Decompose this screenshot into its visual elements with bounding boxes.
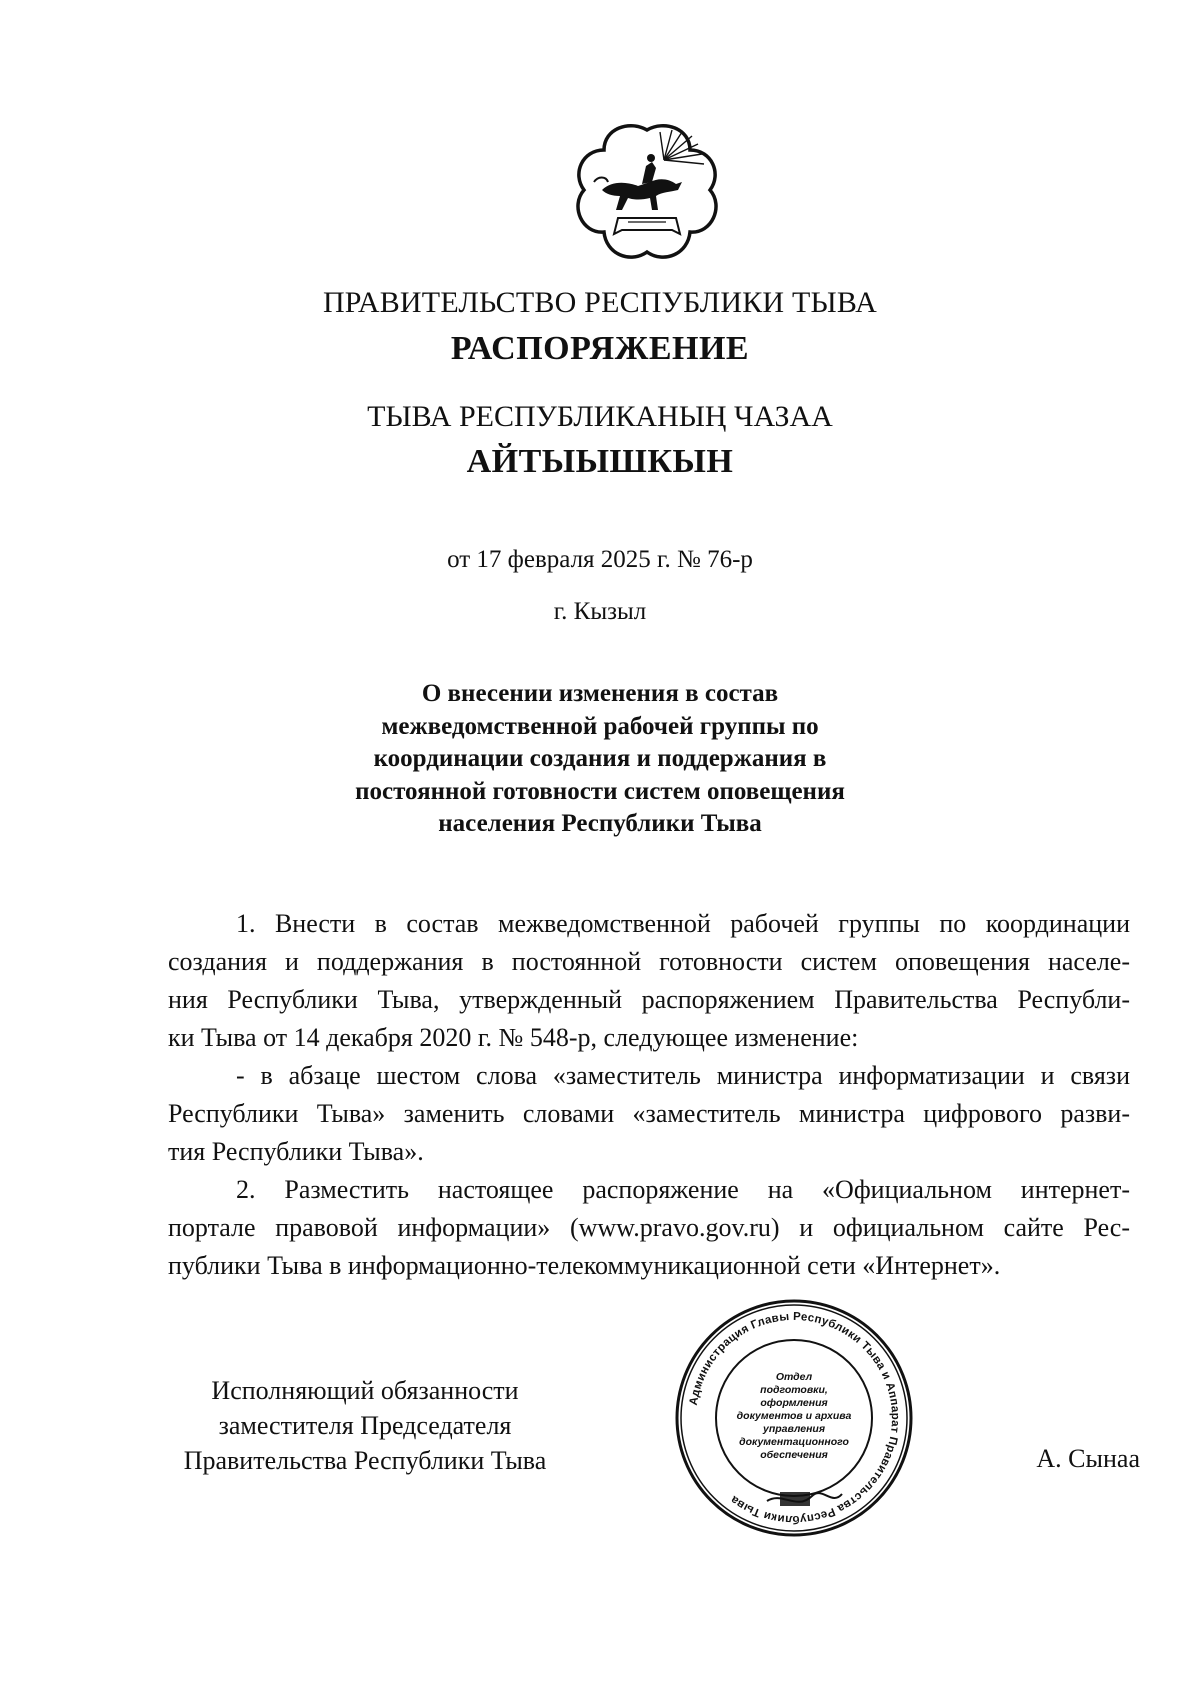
official-stamp xyxy=(672,1296,916,1540)
title-line: межведомственной рабочей группы по xyxy=(381,712,819,740)
government-title-ru: ПРАВИТЕЛЬСТВО РЕСПУБЛИКИ ТЫВА xyxy=(322,286,878,319)
stamp-inner-line: оформления xyxy=(760,1397,828,1409)
stamp-inner-line: документационного xyxy=(739,1436,849,1448)
title-line: населения Республики Тыва xyxy=(438,810,762,837)
body-line: ки Тыва от 14 декабря 2020 г. № 548-р, следующее изменение: xyxy=(168,1023,859,1052)
body-line: публики Тыва в информационно-телекоммуникационной сети «Интернет». xyxy=(168,1251,1001,1280)
body-line: ния Республики Тыва, утвержденный распоряжением Правительства Республи- xyxy=(168,985,1130,1014)
body-line: 2. Разместить настоящее распоряжение на «Официальном интернет- xyxy=(236,1175,1130,1204)
paragraph-1 xyxy=(168,905,1130,1057)
body-line: Республики Тыва» заменить словами «заместитель министра цифрового разви- xyxy=(168,1099,1130,1128)
tuva-coat-of-arms-icon xyxy=(572,122,722,267)
signatory-position xyxy=(150,1373,580,1478)
paragraph-3 xyxy=(168,1171,1130,1285)
signatory-position-line: Правительства Республики Тыва xyxy=(183,1446,547,1475)
document-type-ru: РАСПОРЯЖЕНИЕ xyxy=(450,330,750,367)
document-type-tyv: АЙТЫЫШКЫН xyxy=(466,443,734,480)
stamp-inner-line: Отдел xyxy=(775,1371,813,1383)
stamp-inner-line: обеспечения xyxy=(760,1449,828,1461)
stamp-inner-line: документов и архива xyxy=(736,1410,852,1422)
paragraph-2 xyxy=(168,1057,1130,1171)
title-line: координации создания и поддержания в xyxy=(373,745,827,772)
document-title xyxy=(300,678,900,841)
body-line: создания и поддержания в постоянной готовности систем оповещения населе- xyxy=(168,947,1130,976)
body-line: - в абзаце шестом слова «заместитель министра информатизации и связи xyxy=(236,1061,1130,1090)
body-line: 1. Внести в состав межведомственной рабочей группы по координации xyxy=(236,909,1130,938)
stamp-inner-line: подготовки, xyxy=(760,1384,828,1396)
document-body xyxy=(168,905,1130,1285)
document-date-number: от 17 февраля 2025 г. № 76-р xyxy=(447,546,753,573)
body-line: тия Республики Тыва». xyxy=(168,1137,424,1166)
body-line: портале правовой информации» (www.pravo.gov.ru) и официальном сайте Рес- xyxy=(168,1213,1130,1242)
title-line: постоянной готовности систем оповещения xyxy=(355,777,845,805)
signatory-position-line: заместителя Председателя xyxy=(218,1411,512,1440)
document-city: г. Кызыл xyxy=(553,598,647,625)
government-title-tyv: ТЫВА РЕСПУБЛИКАНЫҢ ЧАЗАА xyxy=(367,400,833,433)
stamp-outer-text: Администрация Главы Республики Тыва и Аппарат Правительства Республики Тыва xyxy=(687,1310,902,1526)
signatory-name: А. Сынаа xyxy=(1036,1444,1140,1473)
title-line: О внесении изменения в состав xyxy=(421,680,779,707)
signatory-position-line: Исполняющий обязанности xyxy=(211,1376,519,1405)
stamp-inner-line: управления xyxy=(762,1423,826,1435)
